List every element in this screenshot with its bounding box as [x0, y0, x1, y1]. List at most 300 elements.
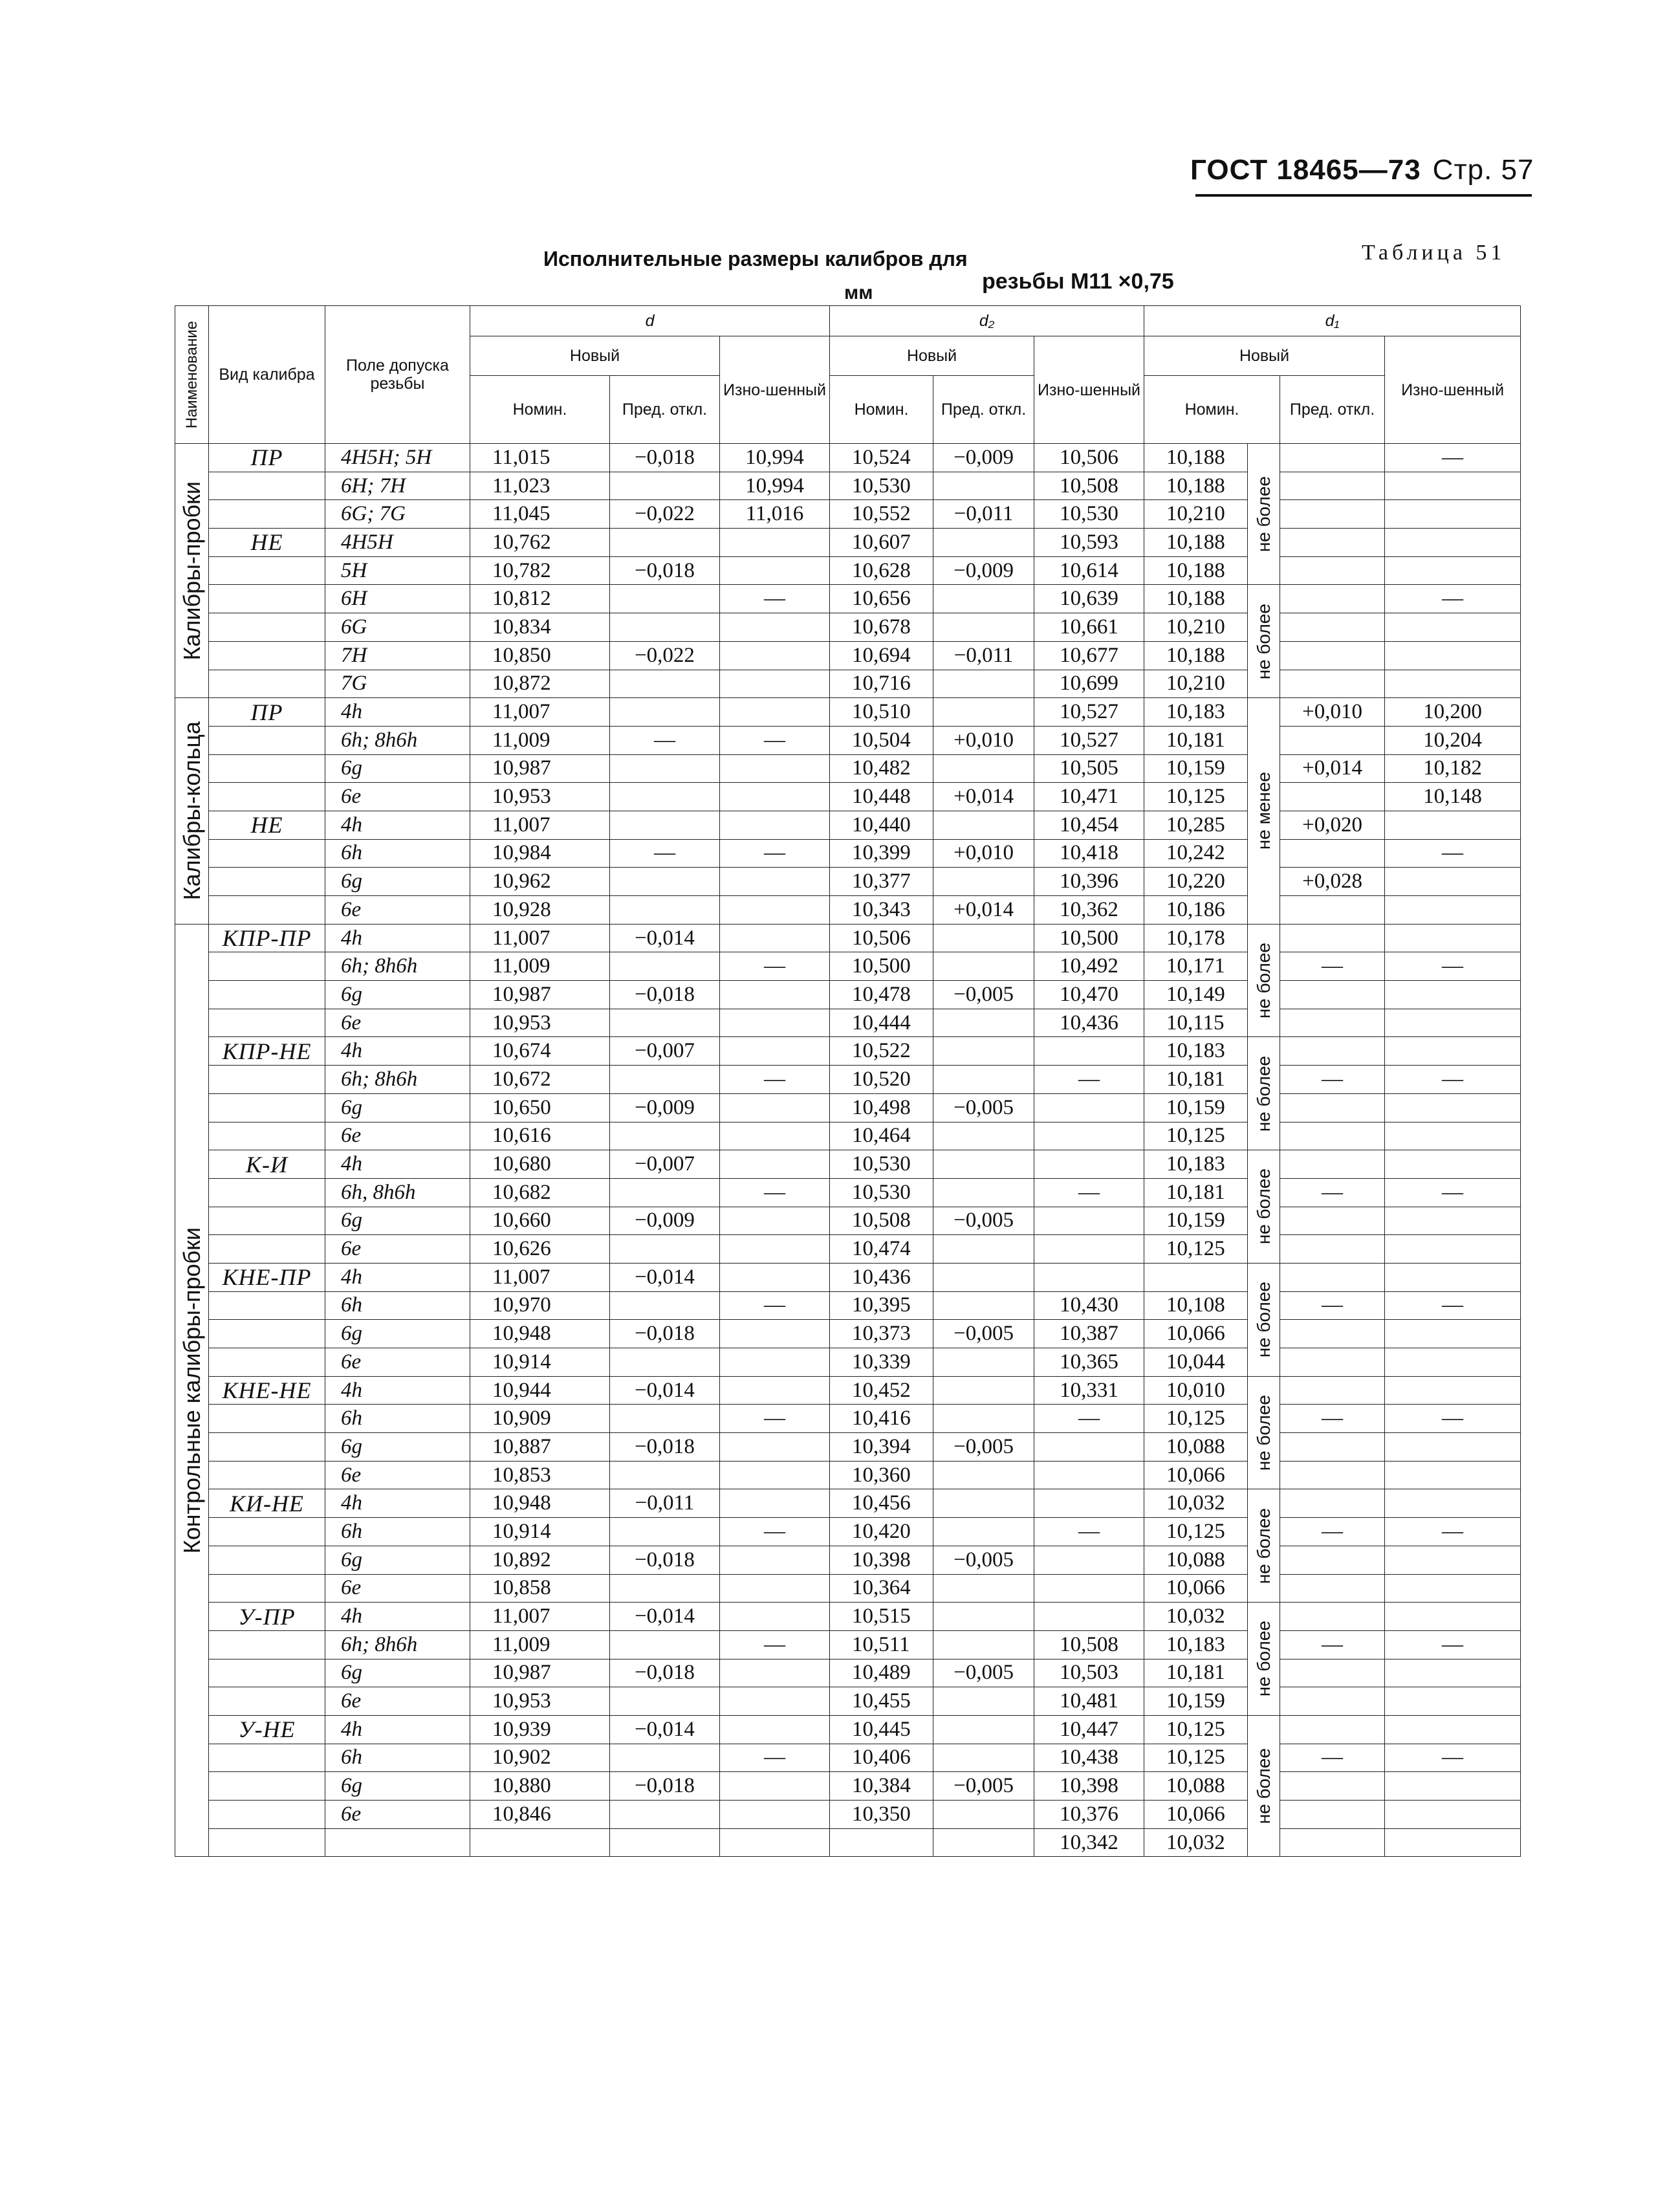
tolerance-field: 6h [325, 1744, 470, 1772]
gauge-kind [209, 1066, 325, 1094]
d2-nominal: 10,448 [830, 783, 933, 811]
d2-deviation [933, 1715, 1034, 1744]
d1-nominal: 10,220 [1144, 868, 1248, 896]
d-deviation: −0,018 [610, 1772, 720, 1801]
table-row [175, 1178, 1521, 1207]
d2-worn: 10,331 [1034, 1376, 1144, 1405]
d-worn [720, 556, 830, 585]
gauge-kind [209, 1518, 325, 1546]
d-nominal: 10,944 [470, 1376, 610, 1405]
d1-nominal: 10,188 [1144, 472, 1248, 500]
d1-nominal: 10,044 [1144, 1348, 1248, 1377]
d1-deviation [1280, 1489, 1385, 1518]
d2-nominal: 10,522 [830, 1037, 933, 1066]
d2-worn: 10,438 [1034, 1744, 1144, 1772]
d2-deviation [933, 529, 1034, 557]
d2-worn: 10,508 [1034, 1630, 1144, 1659]
d1-nominal: 10,210 [1144, 500, 1248, 529]
d1-worn [1385, 1772, 1521, 1801]
d1-worn: — [1385, 1178, 1521, 1207]
d1-deviation: +0,028 [1280, 868, 1385, 896]
limit-note [1248, 444, 1280, 585]
tolerance-field: 4h [325, 698, 470, 727]
tolerance-field: 6h; 8h6h [325, 952, 470, 981]
d2-worn: — [1034, 1066, 1144, 1094]
d-nominal: 10,650 [470, 1093, 610, 1122]
d-deviation: −0,007 [610, 1037, 720, 1066]
d-worn [720, 1603, 830, 1631]
d-deviation: −0,011 [610, 1489, 720, 1518]
d1-deviation [1280, 1376, 1385, 1405]
d2-worn [1034, 1263, 1144, 1291]
d1-worn: — [1385, 952, 1521, 981]
gauge-kind: КПР-ПР [209, 924, 325, 952]
tolerance-field: 6H; 7H [325, 472, 470, 500]
d1-worn: — [1385, 1405, 1521, 1433]
d1-worn [1385, 472, 1521, 500]
col-d2-dev: Пред. откл. [933, 376, 1034, 444]
d2-worn: 10,430 [1034, 1291, 1144, 1320]
table-row [175, 1207, 1521, 1235]
col-d2-nominal: Номин. [830, 376, 933, 444]
d2-nominal: 10,394 [830, 1433, 933, 1462]
group-label-text: Калибры-кольца [178, 721, 205, 901]
d-nominal: 10,834 [470, 613, 610, 642]
d1-worn: 10,204 [1385, 726, 1521, 754]
gauge-kind [209, 1235, 325, 1264]
d2-deviation [933, 1235, 1034, 1264]
d2-deviation [933, 1801, 1034, 1829]
table-row [175, 556, 1521, 585]
d-deviation: −0,014 [610, 1263, 720, 1291]
tolerance-field: 4h [325, 1263, 470, 1291]
d2-worn: 10,470 [1034, 981, 1144, 1009]
d-deviation [610, 1066, 720, 1094]
table-row [175, 698, 1521, 727]
d2-deviation [933, 754, 1034, 783]
d-nominal: 10,914 [470, 1518, 610, 1546]
d2-deviation [933, 1122, 1034, 1150]
d1-nominal: 10,188 [1144, 444, 1248, 472]
d-worn [720, 1376, 830, 1405]
header-rule [1195, 194, 1532, 197]
d2-worn: 10,418 [1034, 839, 1144, 868]
limit-note-text: не более [1253, 1055, 1274, 1132]
d-worn [720, 754, 830, 783]
d1-deviation [1280, 1122, 1385, 1150]
table-row [175, 1093, 1521, 1122]
d-nominal: 11,015 [470, 444, 610, 472]
gauge-kind [209, 1687, 325, 1716]
limit-note-text: не более [1253, 603, 1274, 679]
d2-worn: 10,503 [1034, 1659, 1144, 1687]
d1-deviation [1280, 1433, 1385, 1462]
d2-nominal: 10,515 [830, 1603, 933, 1631]
d-deviation: −0,018 [610, 1433, 720, 1462]
d2-deviation [933, 1178, 1034, 1207]
d2-deviation: −0,005 [933, 1546, 1034, 1574]
d1-worn [1385, 1828, 1521, 1857]
tolerance-field: 5H [325, 556, 470, 585]
group-label [175, 444, 209, 698]
d1-worn [1385, 1122, 1521, 1150]
table-row [175, 1630, 1521, 1659]
limit-note-text: не более [1253, 1394, 1274, 1471]
table-row [175, 952, 1521, 981]
d1-worn [1385, 670, 1521, 698]
d2-deviation [933, 670, 1034, 698]
table-row [175, 1263, 1521, 1291]
limit-note [1248, 698, 1280, 925]
d1-deviation: — [1280, 1178, 1385, 1207]
d1-worn [1385, 1574, 1521, 1603]
tolerance-field: 6g [325, 1659, 470, 1687]
col-naming: Наименование [175, 306, 209, 444]
d2-worn: 10,508 [1034, 472, 1144, 500]
d2-nominal: 10,530 [830, 472, 933, 500]
d2-nominal: 10,530 [830, 1150, 933, 1179]
d-deviation: −0,014 [610, 1603, 720, 1631]
d1-worn [1385, 1603, 1521, 1631]
d-deviation: −0,007 [610, 1150, 720, 1179]
d2-worn [1034, 1461, 1144, 1489]
d-worn [720, 1772, 830, 1801]
col-d-worn: Изно-шенный [720, 336, 830, 444]
tolerance-field: 6g [325, 1772, 470, 1801]
limit-note [1248, 1150, 1280, 1264]
d1-worn: — [1385, 585, 1521, 613]
d2-worn: 10,447 [1034, 1715, 1144, 1744]
d2-worn: 10,362 [1034, 896, 1144, 925]
d1-worn: — [1385, 1518, 1521, 1546]
d1-deviation [1280, 556, 1385, 585]
d2-nominal: 10,445 [830, 1715, 933, 1744]
tolerance-field: 7G [325, 670, 470, 698]
tolerance-field: 6e [325, 1009, 470, 1037]
d2-nominal: 10,474 [830, 1235, 933, 1264]
d-worn [720, 1489, 830, 1518]
d1-deviation [1280, 1546, 1385, 1574]
d1-nominal: 10,125 [1144, 1405, 1248, 1433]
d-nominal: 11,007 [470, 1263, 610, 1291]
d1-deviation [1280, 1715, 1385, 1744]
table-row [175, 670, 1521, 698]
d2-worn [1034, 1235, 1144, 1264]
d-worn [720, 1150, 830, 1179]
d1-nominal: 10,032 [1144, 1828, 1248, 1857]
d2-deviation [933, 1037, 1034, 1066]
tolerance-field: 4h [325, 1489, 470, 1518]
table-label: Таблица 51 [1362, 241, 1506, 265]
d1-nominal: 10,181 [1144, 1066, 1248, 1094]
gauge-kind [209, 1009, 325, 1037]
tolerance-field: 4h [325, 1715, 470, 1744]
d2-deviation [933, 1574, 1034, 1603]
d2-deviation: −0,011 [933, 500, 1034, 529]
d1-deviation [1280, 981, 1385, 1009]
gauge-kind [209, 585, 325, 613]
d-deviation [610, 1291, 720, 1320]
d-nominal: 10,987 [470, 981, 610, 1009]
d1-nominal: 10,125 [1144, 1235, 1248, 1264]
d-deviation: −0,018 [610, 1546, 720, 1574]
d-nominal: 10,850 [470, 641, 610, 670]
table-row [175, 811, 1521, 839]
d1-nominal: 10,115 [1144, 1009, 1248, 1037]
d2-worn: 10,505 [1034, 754, 1144, 783]
d2-worn [1034, 1122, 1144, 1150]
d2-nominal: 10,416 [830, 1405, 933, 1433]
table-row [175, 839, 1521, 868]
d2-deviation [933, 1376, 1034, 1405]
d1-nominal: 10,159 [1144, 1093, 1248, 1122]
d2-nominal: 10,398 [830, 1546, 933, 1574]
d-nominal: 10,987 [470, 1659, 610, 1687]
d1-nominal: 10,181 [1144, 726, 1248, 754]
gauge-kind [209, 1122, 325, 1150]
d1-deviation [1280, 641, 1385, 670]
d1-nominal: 10,125 [1144, 1518, 1248, 1546]
table-row [175, 613, 1521, 642]
d-worn: — [720, 1405, 830, 1433]
d2-deviation: +0,014 [933, 783, 1034, 811]
gauge-kind [209, 1546, 325, 1574]
d-worn [720, 1207, 830, 1235]
d1-worn: — [1385, 1744, 1521, 1772]
table-row [175, 1291, 1521, 1320]
d2-nominal: 10,440 [830, 811, 933, 839]
d2-worn: 10,699 [1034, 670, 1144, 698]
d1-worn [1385, 1235, 1521, 1264]
d-deviation: −0,018 [610, 1659, 720, 1687]
d2-nominal: 10,628 [830, 556, 933, 585]
d2-deviation [933, 1066, 1034, 1094]
tolerance-field: 6G; 7G [325, 500, 470, 529]
group-label [175, 924, 209, 1857]
d-nominal: 10,953 [470, 1687, 610, 1716]
limit-note [1248, 924, 1280, 1037]
d-nominal: 10,953 [470, 1009, 610, 1037]
d2-deviation: −0,005 [933, 981, 1034, 1009]
d1-nominal: 10,186 [1144, 896, 1248, 925]
d-deviation: −0,018 [610, 556, 720, 585]
table-row [175, 1715, 1521, 1744]
d-deviation [610, 698, 720, 727]
limit-note-text: не более [1253, 942, 1274, 1019]
d2-nominal: 10,694 [830, 641, 933, 670]
d1-worn [1385, 1009, 1521, 1037]
d2-nominal: 10,436 [830, 1263, 933, 1291]
d2-nominal: 10,452 [830, 1376, 933, 1405]
d2-nominal: 10,510 [830, 698, 933, 727]
tolerance-field: 4h [325, 811, 470, 839]
table-row [175, 1009, 1521, 1037]
table-row [175, 1037, 1521, 1066]
d-nominal: 10,782 [470, 556, 610, 585]
d2-deviation [933, 868, 1034, 896]
d2-deviation [933, 1518, 1034, 1546]
d-deviation [610, 1630, 720, 1659]
d1-nominal: 10,242 [1144, 839, 1248, 868]
d2-worn [1034, 1207, 1144, 1235]
d2-worn: 10,387 [1034, 1320, 1144, 1348]
d-nominal: 11,007 [470, 698, 610, 727]
d2-worn: 10,527 [1034, 698, 1144, 727]
table-row [175, 1122, 1521, 1150]
d2-deviation [933, 1009, 1034, 1037]
gauge-kind: КНЕ-НЕ [209, 1376, 325, 1405]
d-worn: — [720, 839, 830, 868]
table-row [175, 924, 1521, 952]
d1-nominal: 10,210 [1144, 670, 1248, 698]
gauge-kind [209, 613, 325, 642]
d1-nominal: 10,188 [1144, 641, 1248, 670]
d1-nominal: 10,183 [1144, 698, 1248, 727]
tolerance-field: 6e [325, 1122, 470, 1150]
gauge-kind [209, 868, 325, 896]
d2-nominal: 10,343 [830, 896, 933, 925]
limit-note-text: не более [1253, 1168, 1274, 1245]
d-worn [720, 1009, 830, 1037]
limit-note-text: не более [1253, 1748, 1274, 1824]
d1-worn: 10,148 [1385, 783, 1521, 811]
d-deviation [610, 613, 720, 642]
tolerance-field: 6h [325, 1518, 470, 1546]
d1-worn [1385, 1093, 1521, 1122]
gauge-kind [209, 896, 325, 925]
gauge-kind [209, 1630, 325, 1659]
gauge-kind [209, 641, 325, 670]
d-deviation [610, 670, 720, 698]
d-worn [720, 896, 830, 925]
d1-deviation [1280, 896, 1385, 925]
d2-nominal: 10,360 [830, 1461, 933, 1489]
d1-nominal: 10,066 [1144, 1801, 1248, 1829]
gauge-kind: ПР [209, 698, 325, 727]
tolerance-field: 6h; 8h6h [325, 1630, 470, 1659]
d1-nominal: 10,066 [1144, 1461, 1248, 1489]
d2-nominal: 10,464 [830, 1122, 933, 1150]
gauge-kind: У-НЕ [209, 1715, 325, 1744]
d2-worn: — [1034, 1518, 1144, 1546]
limit-note [1248, 1489, 1280, 1603]
d1-worn [1385, 811, 1521, 839]
limit-note [1248, 1037, 1280, 1150]
d1-worn: — [1385, 1066, 1521, 1094]
d-nominal: 10,887 [470, 1433, 610, 1462]
limit-note [1248, 1603, 1280, 1716]
d2-deviation: +0,014 [933, 896, 1034, 925]
d-deviation [610, 1348, 720, 1377]
d1-nominal: 10,010 [1144, 1376, 1248, 1405]
d1-worn [1385, 500, 1521, 529]
d-deviation [610, 896, 720, 925]
d-nominal: 10,846 [470, 1801, 610, 1829]
table-row [175, 754, 1521, 783]
d-worn [720, 1037, 830, 1066]
table-row [175, 1235, 1521, 1264]
d-nominal: 11,007 [470, 1603, 610, 1631]
d2-worn: 10,530 [1034, 500, 1144, 529]
d2-worn [1034, 1037, 1144, 1066]
d1-worn [1385, 1659, 1521, 1687]
gauge-kind [209, 952, 325, 981]
col-d1-new: Новый [1144, 336, 1385, 376]
d1-deviation [1280, 1207, 1385, 1235]
d1-nominal: 10,159 [1144, 1207, 1248, 1235]
d-nominal: 11,007 [470, 811, 610, 839]
d2-nominal: 10,716 [830, 670, 933, 698]
group-label-text: Контрольные калибры-пробки [178, 1227, 205, 1554]
d1-nominal: 10,159 [1144, 1687, 1248, 1716]
gauge-kind [209, 783, 325, 811]
d-deviation [610, 1801, 720, 1829]
table-row [175, 1376, 1521, 1405]
d1-nominal: 10,183 [1144, 1150, 1248, 1179]
tolerance-field: 4h [325, 924, 470, 952]
d2-nominal: 10,420 [830, 1518, 933, 1546]
group-label [175, 698, 209, 925]
gauge-kind: ПР [209, 444, 325, 472]
d2-nominal: 10,384 [830, 1772, 933, 1801]
d-worn [720, 698, 830, 727]
d2-worn: 10,677 [1034, 641, 1144, 670]
d2-deviation: −0,009 [933, 556, 1034, 585]
gauge-kind [209, 556, 325, 585]
table-row [175, 1405, 1521, 1433]
d-nominal: 10,962 [470, 868, 610, 896]
col-d1-dev: Пред. откл. [1280, 376, 1385, 444]
d-deviation: −0,022 [610, 641, 720, 670]
d2-nominal: 10,500 [830, 952, 933, 981]
d-nominal: 10,672 [470, 1066, 610, 1094]
d-nominal: 10,762 [470, 529, 610, 557]
tolerance-field: 6g [325, 868, 470, 896]
table-row [175, 981, 1521, 1009]
d-worn: 11,016 [720, 500, 830, 529]
table-row [175, 1518, 1521, 1546]
d2-nominal: 10,395 [830, 1291, 933, 1320]
table-row [175, 1828, 1521, 1857]
d-worn [720, 981, 830, 1009]
d2-nominal: 10,455 [830, 1687, 933, 1716]
d1-worn [1385, 1207, 1521, 1235]
d-nominal: 10,682 [470, 1178, 610, 1207]
col-d1-nominal: Номин. [1144, 376, 1280, 444]
d2-worn: 10,593 [1034, 529, 1144, 557]
d-worn [720, 1122, 830, 1150]
d2-deviation: −0,005 [933, 1207, 1034, 1235]
d1-deviation [1280, 1348, 1385, 1377]
d-nominal: 10,939 [470, 1715, 610, 1744]
gauge-kind [209, 1207, 325, 1235]
tolerance-field: 6e [325, 783, 470, 811]
d2-nominal: 10,377 [830, 868, 933, 896]
d1-deviation [1280, 613, 1385, 642]
limit-note [1248, 1715, 1280, 1856]
d2-deviation: +0,010 [933, 839, 1034, 868]
d-deviation: −0,014 [610, 1715, 720, 1744]
d2-deviation [933, 1348, 1034, 1377]
d2-nominal: 10,478 [830, 981, 933, 1009]
d-deviation: −0,018 [610, 444, 720, 472]
d-nominal: 10,953 [470, 783, 610, 811]
d1-nominal: 10,188 [1144, 529, 1248, 557]
d2-nominal: 10,339 [830, 1348, 933, 1377]
d-nominal: 10,909 [470, 1405, 610, 1433]
col-d2-new: Новый [830, 336, 1034, 376]
d2-deviation: −0,005 [933, 1433, 1034, 1462]
